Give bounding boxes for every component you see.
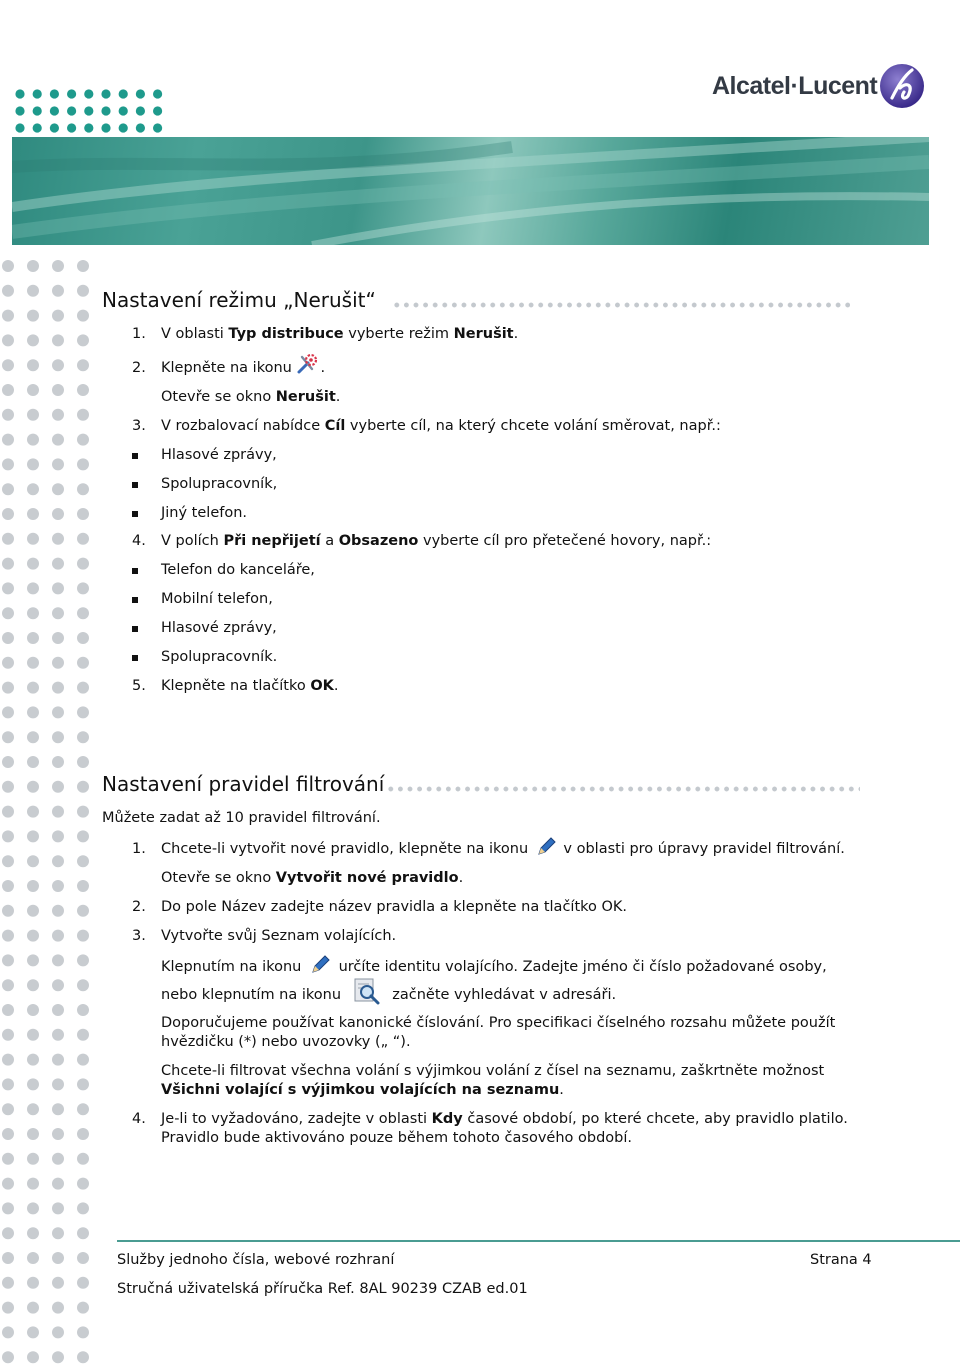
decor-dot [77, 310, 89, 322]
decor-dot [77, 384, 89, 396]
step-text: Otevře se okno Nerušit. [161, 389, 341, 405]
decor-dot [50, 89, 59, 98]
decor-dot [2, 880, 14, 892]
decor-dot [136, 106, 145, 115]
decor-dot [52, 632, 64, 644]
decor-dot [15, 106, 24, 115]
decor-dot [27, 508, 39, 520]
step-number: 5. [132, 678, 146, 694]
decor-dot [77, 607, 89, 619]
decor-dot [2, 1351, 14, 1363]
decor-dot [77, 954, 89, 966]
decor-dot [52, 1302, 64, 1314]
decor-dot [27, 1252, 39, 1264]
decor-dot [119, 106, 128, 115]
decor-dot [2, 483, 14, 495]
decor-dot [52, 930, 64, 942]
decor-dot [52, 781, 64, 793]
decor-dot [52, 1103, 64, 1115]
decor-dot [2, 1302, 14, 1314]
step-text: Klepněte na ikonu . [161, 359, 325, 378]
decor-dot [2, 558, 14, 570]
decor-dot [52, 458, 64, 470]
decor-dot [101, 89, 110, 98]
decor-dot [27, 905, 39, 917]
decor-dot [2, 508, 14, 520]
step-number: 3. [132, 418, 146, 434]
banner-streaks [12, 137, 929, 245]
bullet-item: Telefon do kanceláře, [161, 562, 315, 578]
step-paragraph: hvězdičku (*) nebo uvozovky („ “). [161, 1034, 411, 1050]
decor-dot [2, 806, 14, 818]
step-number: 4. [132, 1111, 146, 1127]
decor-dot [77, 781, 89, 793]
decor-dot [52, 483, 64, 495]
decor-dot [77, 1302, 89, 1314]
decor-dot [101, 106, 110, 115]
decor-dot [27, 409, 39, 421]
step-text: Vytvořte svůj Seznam volajících. [161, 928, 397, 944]
decor-dot [27, 582, 39, 594]
decor-dot [67, 89, 76, 98]
decor-dot [15, 89, 24, 98]
decor-dot [27, 310, 39, 322]
decor-dot [2, 409, 14, 421]
decor-dot [52, 334, 64, 346]
decor-dot [52, 1227, 64, 1239]
bullet-item: Mobilní telefon, [161, 591, 273, 607]
decor-dot [2, 1227, 14, 1239]
decor-dot [2, 781, 14, 793]
decor-dot [27, 979, 39, 991]
decor-dot [27, 954, 39, 966]
footer-page-number: Strana 4 [810, 1252, 872, 1268]
step-text: Je-li to vyžadováno, zadejte v oblasti Kdy časové období, po které chcete, aby pravidlo platilo. [161, 1111, 848, 1127]
decor-dot [52, 880, 64, 892]
decor-dot [27, 607, 39, 619]
decor-dot [52, 706, 64, 718]
decor-dot [77, 1326, 89, 1338]
decor-dot [2, 1202, 14, 1214]
decor-dot [2, 930, 14, 942]
decor-dot [77, 657, 89, 669]
decor-dot [84, 123, 93, 132]
decor-dot [52, 384, 64, 396]
decor-dot [136, 123, 145, 132]
decor-dot [27, 731, 39, 743]
decor-dot [52, 1178, 64, 1190]
footer-rule [117, 1240, 960, 1242]
decor-dot [77, 632, 89, 644]
decor-dot [52, 1252, 64, 1264]
decor-dot [27, 458, 39, 470]
alcatel-lucent-a-icon [878, 62, 926, 110]
decor-dot [27, 1153, 39, 1165]
decor-dot [67, 123, 76, 132]
decor-dot [77, 334, 89, 346]
decor-dot [52, 682, 64, 694]
decor-dot [27, 781, 39, 793]
decor-dot [52, 260, 64, 272]
decor-dot [77, 880, 89, 892]
step-text: Otevře se okno Vytvořit nové pravidlo. [161, 870, 464, 886]
decor-dot [52, 285, 64, 297]
step-text: Pravidlo bude aktivováno pouze během tohoto časového období. [161, 1130, 632, 1146]
decor-dot [77, 930, 89, 942]
decor-dot [27, 880, 39, 892]
decor-dot [52, 657, 64, 669]
decor-dot [77, 1004, 89, 1016]
decor-dot [27, 558, 39, 570]
decor-dot [77, 731, 89, 743]
decor-dot [52, 1029, 64, 1041]
decor-dot [27, 285, 39, 297]
decor-dot [52, 1054, 64, 1066]
decor-dot [77, 1178, 89, 1190]
decor-dot [27, 384, 39, 396]
decor-dot [77, 260, 89, 272]
decor-dot [2, 582, 14, 594]
bullet-item: Hlasové zprávy, [161, 447, 277, 463]
decor-dot [2, 260, 14, 272]
step-paragraph: Klepnutím na ikonu určíte identitu volajícího. Zadejte jméno či číslo požadované osoby, [161, 958, 827, 977]
decor-dot [2, 434, 14, 446]
decor-dot [52, 359, 64, 371]
bullet-mark [132, 482, 138, 488]
title-dot-leader [392, 302, 850, 308]
step-paragraph: Chcete-li filtrovat všechna volání s výjimkou volání z čísel na seznamu, zaškrtněte možnost [161, 1063, 825, 1079]
step-paragraph: Všichni volající s výjimkou volajících na seznamu. [161, 1082, 564, 1098]
decor-dot [77, 855, 89, 867]
decor-dot [27, 657, 39, 669]
decor-dot [33, 89, 42, 98]
step-number: 1. [132, 326, 146, 342]
decor-dot [52, 558, 64, 570]
decor-dot [2, 607, 14, 619]
decor-dot [2, 458, 14, 470]
decor-dot [2, 731, 14, 743]
step-text: V polích Při nepřijetí a Obsazeno vyberte cíl pro přetečené hovory, např.: [161, 533, 712, 549]
decor-dot [2, 533, 14, 545]
decor-dot [77, 682, 89, 694]
decor-dot [77, 1054, 89, 1066]
decor-dot [2, 979, 14, 991]
step-number: 1. [132, 841, 146, 857]
decor-dot [2, 905, 14, 917]
decor-dot [27, 806, 39, 818]
decor-dot [77, 1351, 89, 1363]
search-directory-icon[interactable] [352, 977, 382, 1005]
decor-dot [77, 558, 89, 570]
decor-dot [2, 632, 14, 644]
footer-doc-title: Služby jednoho čísla, webové rozhraní [117, 1252, 395, 1268]
decor-dot [27, 706, 39, 718]
decor-dot [77, 483, 89, 495]
decor-dot [27, 830, 39, 842]
decor-dot [27, 632, 39, 644]
decor-dot [27, 855, 39, 867]
title-dot-leader [386, 786, 860, 792]
pencil-icon[interactable] [535, 836, 557, 858]
decor-dot [2, 310, 14, 322]
decor-dot [52, 409, 64, 421]
decor-dot [77, 1128, 89, 1140]
decor-dot [52, 607, 64, 619]
decor-dot [52, 508, 64, 520]
decor-dot [77, 1029, 89, 1041]
decor-dot [77, 508, 89, 520]
decor-dot [2, 359, 14, 371]
decor-dot [27, 1277, 39, 1289]
bullet-item: Spolupracovník, [161, 476, 278, 492]
decor-dot [119, 123, 128, 132]
decor-dot [77, 458, 89, 470]
step-text: V rozbalovací nabídce Cíl vyberte cíl, na který chcete volání směrovat, např.: [161, 418, 721, 434]
decor-dot [52, 1128, 64, 1140]
decor-dot [27, 434, 39, 446]
decor-dot [2, 1128, 14, 1140]
decor-dot [77, 1103, 89, 1115]
decor-dot [77, 359, 89, 371]
bullet-mark [132, 511, 138, 517]
section-title-do-not-disturb: Nastavení režimu „Nerušit“ [102, 288, 376, 312]
decor-dot [2, 1252, 14, 1264]
bullet-item: Jiný telefon. [161, 505, 248, 521]
decor-dot [67, 106, 76, 115]
decor-dot [52, 1202, 64, 1214]
decor-dot [52, 310, 64, 322]
decor-dot [52, 954, 64, 966]
decor-dot [52, 855, 64, 867]
alcatel-lucent-logo [712, 62, 928, 114]
decor-dot [119, 89, 128, 98]
decor-dot [27, 1302, 39, 1314]
bullet-mark [132, 568, 138, 574]
decor-dot [52, 1078, 64, 1090]
bullet-item: Spolupracovník. [161, 649, 278, 665]
step-text: Do pole Název zadejte název pravidla a klepněte na tlačítko OK. [161, 899, 628, 915]
decor-dot [153, 89, 162, 98]
decor-dot [27, 359, 39, 371]
decor-dot [77, 1252, 89, 1264]
decor-dot [52, 806, 64, 818]
decor-dot [2, 954, 14, 966]
decor-dot [77, 1078, 89, 1090]
step-number: 2. [132, 360, 146, 376]
decor-dot [27, 930, 39, 942]
decor-dot [52, 830, 64, 842]
decor-dot [52, 1277, 64, 1289]
step-number: 4. [132, 533, 146, 549]
decor-dot [77, 582, 89, 594]
decor-dot [27, 483, 39, 495]
decorative-dot-grid-side [0, 258, 92, 1366]
decor-dot [2, 756, 14, 768]
decor-dot [2, 1029, 14, 1041]
decor-dot [52, 905, 64, 917]
decor-dot [2, 657, 14, 669]
decor-dot [77, 979, 89, 991]
decor-dot [27, 682, 39, 694]
decor-dot [52, 1153, 64, 1165]
decor-dot [2, 706, 14, 718]
decor-dot [27, 1351, 39, 1363]
bullet-mark [132, 655, 138, 661]
decor-dot [27, 1178, 39, 1190]
decor-dot [27, 1227, 39, 1239]
step-number: 2. [132, 899, 146, 915]
decor-dot [2, 384, 14, 396]
decor-dot [27, 1128, 39, 1140]
bullet-mark [132, 626, 138, 632]
decor-dot [2, 855, 14, 867]
decor-dot [15, 123, 24, 132]
pencil-icon[interactable] [309, 954, 331, 976]
decor-dot [136, 89, 145, 98]
decor-dot [52, 1326, 64, 1338]
logo-text: Alcatel·Lucent [712, 72, 878, 100]
decor-dot [27, 1202, 39, 1214]
decor-dot [77, 533, 89, 545]
decor-dot [27, 1029, 39, 1041]
decor-dot [27, 334, 39, 346]
bullet-mark [132, 597, 138, 603]
step-number: 3. [132, 928, 146, 944]
decor-dot [27, 1078, 39, 1090]
decor-dot [52, 756, 64, 768]
step-text: Chcete-li vytvořit nové pravidlo, klepněte na ikonu v oblasti pro úpravy pravidel filtrování. [161, 840, 845, 859]
decor-dot [52, 979, 64, 991]
decor-dot [33, 106, 42, 115]
decor-dot [153, 123, 162, 132]
step-paragraph: Doporučujeme používat kanonické číslování. Pro specifikaci číselného rozsahu můžete použít [161, 1015, 836, 1031]
decor-dot [77, 1153, 89, 1165]
decor-dot [2, 1103, 14, 1115]
decor-dot [77, 285, 89, 297]
decor-dot [77, 1277, 89, 1289]
decor-dot [101, 123, 110, 132]
section-title-filter-rules: Nastavení pravidel filtrování [102, 772, 385, 796]
decor-dot [27, 1054, 39, 1066]
step-paragraph: nebo klepnutím na ikonu začněte vyhledávat v adresáři. [161, 985, 616, 1005]
decor-dot [52, 1351, 64, 1363]
decor-dot [27, 260, 39, 272]
decor-dot [77, 1202, 89, 1214]
footer-reference: Stručná uživatelská příručka Ref. 8AL 90239 CZAB ed.01 [117, 1281, 528, 1297]
bullet-mark [132, 453, 138, 459]
decor-dot [2, 1054, 14, 1066]
decor-dot [27, 1004, 39, 1016]
decor-dot [2, 1153, 14, 1165]
decor-dot [77, 1227, 89, 1239]
decor-dot [27, 1103, 39, 1115]
decor-dot [77, 409, 89, 421]
decor-dot [77, 905, 89, 917]
decor-dot [2, 1078, 14, 1090]
decor-dot [52, 1004, 64, 1016]
decor-dot [52, 582, 64, 594]
filter-rules-intro: Můžete zadat až 10 pravidel filtrování. [102, 810, 381, 826]
decor-dot [77, 434, 89, 446]
decor-dot [2, 285, 14, 297]
bullet-item: Hlasové zprávy, [161, 620, 277, 636]
decor-dot [50, 123, 59, 132]
decor-dot [153, 106, 162, 115]
decor-dot [52, 434, 64, 446]
decor-dot [77, 806, 89, 818]
decor-dot [27, 1326, 39, 1338]
decor-dot [77, 830, 89, 842]
settings-tools-icon[interactable] [296, 353, 320, 375]
decor-dot [84, 89, 93, 98]
step-text: V oblasti Typ distribuce vyberte režim Nerušit. [161, 326, 519, 342]
decor-dot [52, 533, 64, 545]
decor-dot [33, 123, 42, 132]
decor-dot [2, 1178, 14, 1190]
decor-dot [2, 830, 14, 842]
decor-dot [2, 1326, 14, 1338]
decor-dot [2, 1004, 14, 1016]
decor-dot [77, 706, 89, 718]
step-text: Klepněte na tlačítko OK. [161, 678, 339, 694]
decor-dot [77, 756, 89, 768]
decor-dot [84, 106, 93, 115]
decor-dot [2, 682, 14, 694]
decor-dot [50, 106, 59, 115]
decor-dot [27, 533, 39, 545]
decor-dot [2, 334, 14, 346]
decor-dot [52, 731, 64, 743]
decor-dot [2, 1277, 14, 1289]
decor-dot [27, 756, 39, 768]
